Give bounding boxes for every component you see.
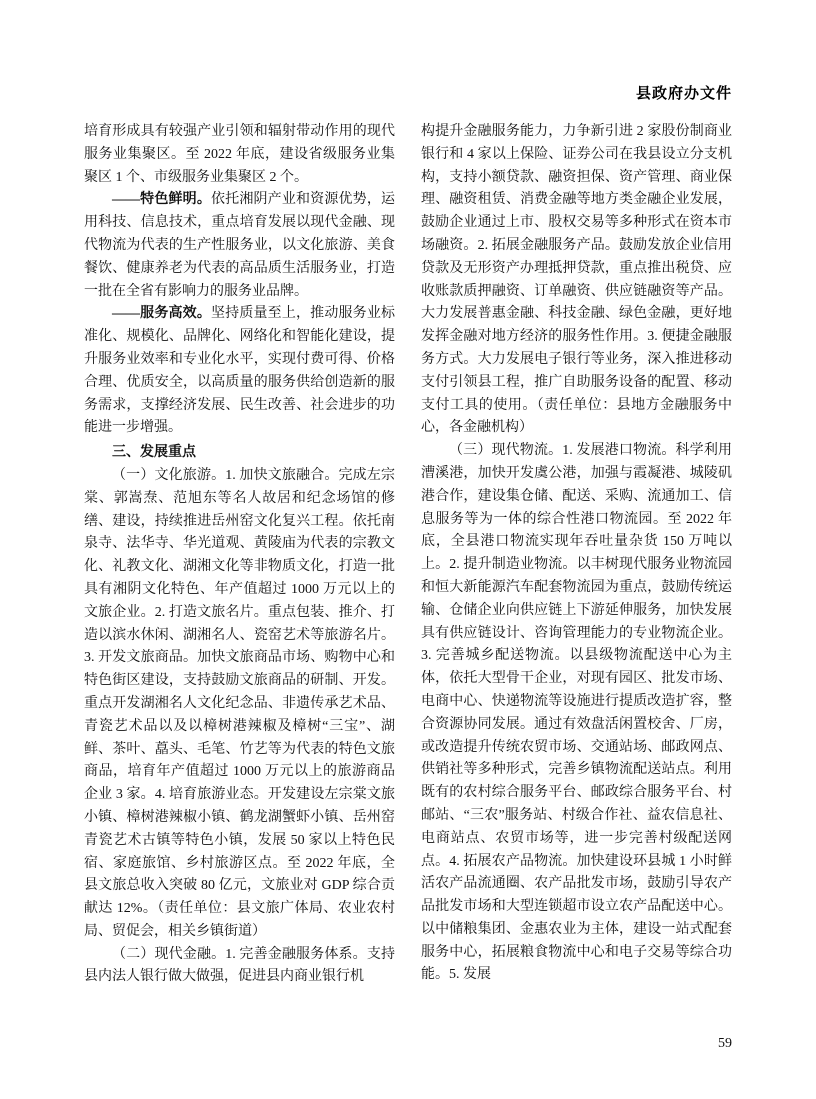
paragraph-text: 1. 发展港口物流。科学利用漕溪港，加快开发虞公港，加强与霞凝港、城陵矶港合作，建设集仓储、配送、采购、流通加工、信息服务等为一体的综合性港口物流园。至 2022 年底，全县港口物流实现年吞吐量杂货 150 万吨以上。2. 提升制造业物流。以丰树现代服务业物流园和恒大新能源汽车配套物流园为重点，鼓励传统运输、仓储企业向供应链上下游延伸服务，加快发展具有供应链设计、咨询管理能力的专业物流企业。3. 完善城乡配送物流。以县级物流配送中心为主体，依托大型骨干企业，对现有园区、批发市场、电商中心、快递物流等设施进行提质改造扩容，整合资源协同发展。通过有效盘活闲置校舍、厂房，或改造提升传统农贸市场、交通站场、邮政网点、供销社等多种形式，完善乡镇物流配送站点。利用既有的农村综合服务平台、邮政综合服务平台、村邮站、“三农”服务站、村级合作社、益农信息社、电商站点、农贸市场等，进一步完善村级配送网点。4. 拓展农产品物流。加快建设环县城 1 小时鲜活农产品流通圈、农产品批发市场，鼓励引导农产品批发市场和大型连锁超市设立农产品配送中心。以中储粮集团、金惠农业为主体，建设一站式配套服务中心，拓展粮食物流中心和电子交易等综合功能。5. 发展 bbox=[421, 443, 733, 983]
right-column bbox=[421, 121, 732, 989]
subsection-label: （一）文化旅游。 bbox=[112, 467, 226, 483]
paragraph-text: 培育形成具有较强产业引领和辐射带动作用的现代服务业集聚区。至 2022 年底，建设省级服务业集聚区 1 个、市级服务业集聚区 2 个。 bbox=[84, 124, 395, 185]
paragraph-text: 1. 完善金融服务体系。支持县内法人银行做大做强，促进县内商业银行机 bbox=[84, 946, 396, 985]
left-column bbox=[84, 121, 395, 989]
paragraph bbox=[84, 189, 395, 303]
document-type-label: 县政府办文件 bbox=[635, 85, 732, 102]
page-number: 59 bbox=[718, 1036, 732, 1051]
text-columns bbox=[84, 121, 732, 989]
paragraph-lead-text: ——特色鲜明。 bbox=[112, 192, 211, 208]
paragraph-text: 坚持质量至上，推动服务业标准化、规模化、品牌化、网络化和智能化建设，提升服务业效率和专业化水平，实现付费可得、价格合理、优质安全，以高质量的服务供给创造新的服务需求，支撑经济发展、民生改善、社会进步的功能进一步增强。 bbox=[84, 306, 395, 436]
paragraph bbox=[421, 121, 732, 440]
paragraph bbox=[84, 303, 395, 440]
paragraph bbox=[84, 121, 395, 189]
paragraph-lead-text: ——服务高效。 bbox=[112, 306, 211, 322]
subsection-label: （二）现代金融。 bbox=[112, 946, 226, 962]
paragraph bbox=[84, 465, 395, 944]
paragraph-text: 构提升金融服务能力，力争新引进 2 家股份制商业银行和 4 家以上保险、证券公司在我县设立分支机构，支持小额贷款、融资担保、资产管理、商业保理、融资租赁、消费金融等地方类金融企业发展，鼓励企业通过上市、股权交易等多种形式在资本市场融资。2. 拓展金融服务产品。鼓励发放企业信用贷款及无形资产办理抵押贷款，重点推出税贷、应收账款质押融资、订单融资、供应链融资等产品。大力发展普惠金融、科技金融、绿色金融，更好地发挥金融对地方经济的服务性作用。3. 便捷金融服务方式。大力发展电子银行等业务，深入推进移动支付引领县工程，推广自助服务设备的配置、移动支付工具的使用。（责任单位：县地方金融服务中心，各金融机构） bbox=[421, 124, 732, 436]
subsection-label: （三）现代物流。 bbox=[449, 443, 563, 459]
paragraph bbox=[84, 944, 395, 990]
paragraph-text: 1. 加快文旅融合。完成左宗棠、郭嵩焘、范旭东等名人故居和纪念场馆的修缮、建设，持续推进岳州窑文化复兴工程。依托南泉寺、法华寺、华光道观、黄陵庙为代表的宗教文化、礼教文化、湖湘文化等非物质文化，打造一批具有湘阴文化特色、年产值超过 1000 万元以上的文旅企业。2. 打造文旅名片。重点包装、推介、打造以滨水休闲、湖湘名人、瓷窑艺术等旅游名片。3. 开发文旅商品。加快文旅商品市场、购物中心和特色街区建设，支持鼓励文旅商品的研制、开发。重点开发湖湘名人文化纪念品、非遗传承艺术品、青瓷艺术品以及以樟树港辣椒及樟树“三宝”、湖鲜、茶叶、藠头、毛笔、竹艺等为代表的特色文旅商品，培育年产值超过 1000 万元以上的旅游商品企业 3 家。4. 培育旅游业态。开发建设左宗棠文旅小镇、樟树港辣椒小镇、鹤龙湖蟹虾小镇、岳州窑青瓷艺术古镇等特色小镇，发展 50 家以上特色民宿、家庭旅馆、乡村旅游区点。至 2022 年底，全县文旅总收入突破 80 亿元，文旅业对 GDP 综合贡献达 12%。（责任单位：县文旅广体局、农业农村局、贸促会，相关乡镇街道） bbox=[84, 467, 396, 939]
paragraph bbox=[421, 440, 732, 987]
section-heading bbox=[84, 440, 395, 465]
paragraph-text: 依托湘阴产业和资源优势，运用科技、信息技术，重点培育发展以现代金融、现代物流为代表的生产性服务业，以文化旅游、美食餐饮、健康养老为代表的高品质生活服务业，打造一批在全省有影响力的服务业品牌。 bbox=[84, 192, 395, 299]
section-heading-text: 三、发展重点 bbox=[112, 443, 196, 460]
